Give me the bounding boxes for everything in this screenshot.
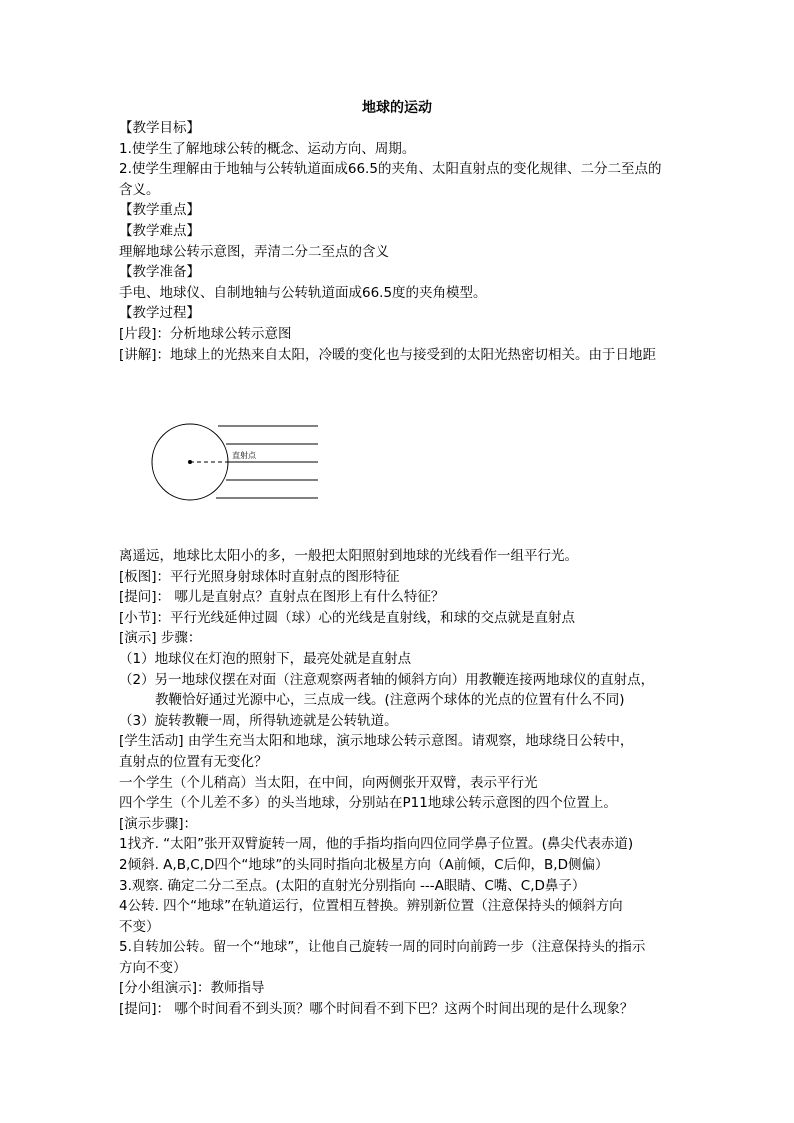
text-line: [板图]：平行光照身射球体时直射点的图形特征 [119,568,400,585]
text-line: [讲解]：地球上的光热来自太阳，冷暖的变化也与接受到的太阳光热密切相关。由于日地距 [119,346,657,363]
text-line: [学生活动] 由学生充当太阳和地球，演示地球公转示意图。请观察，地球绕日公转中， [119,733,634,750]
text-line: 教鞭恰好通过光源中心，三点成一线。(注意两个球体的光点的位置有什么不同) [155,692,625,709]
section-heading-key-points: 【教学重点】 [119,202,200,219]
body-text-lower [119,546,679,1020]
text-line: [演示] 步骤： [119,630,202,647]
parallel-light-diagram [150,420,325,510]
page-title: 地球的运动 [362,100,432,116]
text-line: 5.自转加公转。留一个“地球”，让他自己旋转一周的同时向前跨一步（注意保持头的指示 [119,939,646,956]
text-line: 四个学生（个儿差不多）的头当地球，分别站在P11地球公转示意图的四个位置上。 [119,795,617,812]
center-dot [188,460,192,464]
text-line: 离遥远，地球比太阳小的多，一般把太阳照射到地球的光线看作一组平行光。 [119,548,578,564]
text-line: [演示步骤]： [119,815,198,832]
text-line: （3）旋转教鞭一周，所得轨迹就是公转轨道。 [119,712,398,729]
text-line: [片段]：分析地球公转示意图 [119,325,292,342]
section-heading-preparation: 【教学准备】 [119,264,200,281]
text-line: （1）地球仪在灯泡的照射下，最亮处就是直射点 [119,650,412,667]
text-line: 含义。 [119,181,160,198]
text-line: [小节]：平行光线延伸过圆（球）心的光线是直射线，和球的交点就是直射点 [119,609,576,626]
section-heading-process: 【教学过程】 [119,305,200,322]
text-line: 手电、地球仪、自制地轴与公转轨道面成66.5度的夹角模型。 [119,284,487,301]
text-line: 1找齐. “太阳”张开双臂旋转一周，他的手指均指向四位同学鼻子位置。(鼻尖代表赤道) [119,836,634,853]
text-line: 理解地球公转示意图，弄清二分二至点的含义 [119,243,389,260]
text-line: 直射点的位置有无变化？ [119,753,268,770]
text-line: 方向不变） [119,959,187,976]
text-line: 2倾斜. A,B,C,D四个“地球”的头同时指向北极星方向（A前倾，C后仰，B,D侧偏） [119,856,609,873]
subsolar-point-label: 直射点 [232,451,256,460]
text-line: [提问]： 哪儿是直射点？直射点在图形上有什么特征？ [119,589,445,606]
text-line: 2.使学生理解由于地轴与公转轨道面成66.5的夹角、太阳直射点的变化规律、二分二至点的 [119,161,662,178]
text-line: （2）另一地球仪摆在对面（注意观察两者轴的倾斜方向）用教鞭连接两地球仪的直射点， [119,671,655,688]
section-heading-objectives: 【教学目标】 [119,120,200,136]
text-line: 4公转. 四个“地球”在轨道运行，位置相互替换。辨别新位置（注意保持头的倾斜方向 [119,898,623,915]
text-line: 3.观察. 确定二分二至点。(太阳的直射光分别指向 ---A眼睛、C嘴、C,D鼻子） [119,877,586,894]
text-line: 1.使学生了解地球公转的概念、运动方向、周期。 [119,140,416,157]
text-line: [分小组演示]：教师指导 [119,980,265,997]
section-heading-difficulties: 【教学难点】 [119,222,200,239]
text-line: [提问]： 哪个时间看不到头顶？哪个时间看不到下巴？这两个时间出现的是什么现象？ [119,1001,634,1018]
text-line: 不变） [119,918,160,935]
diagram-svg [150,420,325,510]
body-text-upper [119,118,679,365]
text-line: 一个学生（个儿稍高）当太阳，在中间，向两侧张开双臂，表示平行光 [119,774,538,791]
